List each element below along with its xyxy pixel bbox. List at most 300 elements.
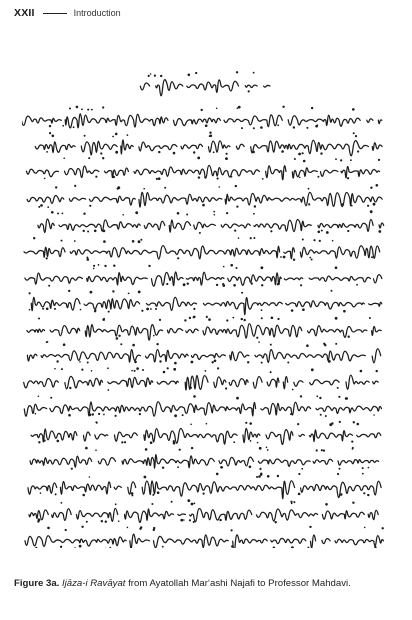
manuscript-line [27,341,380,364]
handwriting-stroke [22,114,382,128]
diacritic-dot [209,132,211,134]
diacritic-dot [226,319,228,321]
diacritic-dot [177,257,179,259]
diacritic-dot [86,521,88,523]
diacritic-dot [214,360,217,363]
diacritic-dot [241,318,243,320]
diacritic-dot [177,466,179,468]
diacritic-dot [275,521,277,523]
diacritic-dot [250,237,252,239]
diacritic-dot [156,178,158,180]
diacritic-dot [35,547,37,548]
diacritic-dot [184,319,186,321]
diacritic-dot [195,72,197,74]
diacritic-dot [35,413,37,415]
diacritic-dot [373,414,375,416]
diacritic-dot [261,284,263,286]
handwriting-stroke [29,140,383,156]
diacritic-dot [157,491,160,494]
diacritic-dot [93,268,95,270]
diacritic-dot [150,73,152,75]
diacritic-dot [319,397,321,399]
diacritic-dot [47,341,49,343]
diacritic-dot [347,230,349,232]
diacritic-dot [234,230,236,232]
diacritic-dot [81,369,83,371]
diacritic-dot [261,317,263,319]
diacritic-dot [271,317,274,320]
diacritic-dot [118,335,120,337]
diacritic-dot [363,492,365,494]
diacritic-dot [115,133,118,136]
diacritic-dot [102,157,104,159]
diacritic-dot [323,450,325,452]
diacritic-dot [323,343,325,345]
diacritic-dot [369,317,371,319]
diacritic-dot [93,265,95,267]
handwriting-stroke [29,508,378,522]
diacritic-dot [109,547,111,548]
diacritic-dot [210,135,213,138]
header-rule [43,13,67,14]
diacritic-dot [191,447,193,449]
diacritic-dot [199,232,201,234]
diacritic-dot [173,152,176,155]
diacritic-dot [136,367,139,370]
diacritic-dot [190,424,192,426]
diacritic-dot [311,368,314,371]
page-number: XXII [14,7,35,19]
diacritic-dot [368,467,370,469]
diacritic-dot [138,291,141,294]
diacritic-dot [343,310,346,313]
diacritic-dot [357,423,360,426]
diacritic-dot [156,343,158,345]
diacritic-dot [258,475,261,478]
diacritic-dot [60,546,62,548]
diacritic-dot [352,502,354,504]
diacritic-dot [115,151,118,154]
diacritic-dot [187,499,190,502]
diacritic-dot [371,256,373,258]
diacritic-dot [236,206,238,208]
caption-text: from Ayatollah Mar‘ashi Najafi to Professor Mahdavi. [125,578,351,589]
diacritic-dot [38,441,40,443]
diacritic-dot [373,203,376,206]
manuscript-line [27,184,382,208]
diacritic-dot [362,473,364,475]
diacritic-dot [174,362,177,365]
diacritic-dot [107,389,109,391]
diacritic-dot [241,127,243,129]
diacritic-dot [351,205,353,207]
diacritic-dot [150,308,152,310]
diacritic-dot [213,211,215,213]
diacritic-dot [162,546,164,548]
diacritic-dot [89,476,91,478]
manuscript-line [32,210,384,234]
diacritic-dot [280,256,282,258]
diacritic-dot [321,449,323,451]
diacritic-dot [132,344,135,347]
diacritic-dot [250,440,252,442]
diacritic-dot [171,501,173,503]
diacritic-dot [237,107,239,109]
manuscript-line [25,526,384,548]
diacritic-dot [107,367,109,369]
handwriting-stroke [25,272,382,286]
diacritic-dot [308,188,310,190]
diacritic-dot [258,341,260,343]
manuscript-line [29,499,378,523]
diacritic-dot [292,389,294,391]
diacritic-dot [158,151,160,153]
diacritic-dot [273,547,276,549]
diacritic-dot [118,520,120,522]
diacritic-dot [48,285,50,287]
diacritic-dot [145,448,148,451]
diacritic-dot [233,441,235,443]
diacritic-dot [62,125,64,127]
diacritic-dot [253,237,255,239]
diacritic-dot [270,344,272,346]
diacritic-dot [54,308,56,310]
diacritic-dot [267,449,269,451]
diacritic-dot [311,107,313,109]
diacritic-dot [352,108,355,111]
diacritic-dot [122,214,124,216]
diacritic-dot [88,157,90,159]
diacritic-dot [216,284,218,286]
manuscript-line [28,473,381,499]
diacritic-dot [267,475,270,478]
diacritic-dot [87,231,89,233]
diacritic-dot [163,371,166,374]
diacritic-dot [299,177,301,179]
diacritic-dot [61,240,63,242]
diacritic-dot [81,108,83,110]
diacritic-dot [270,371,272,373]
diacritic-dot [248,90,250,92]
diacritic-dot [141,310,143,312]
diacritic-dot [135,211,138,214]
diacritic-dot [159,360,161,362]
diacritic-dot [132,240,135,243]
diacritic-dot [321,230,323,232]
diacritic-dot [360,370,363,373]
diacritic-dot [281,150,284,153]
diacritic-dot [140,526,142,528]
diacritic-dot [306,344,309,347]
diacritic-dot [49,132,51,134]
diacritic-dot [306,127,308,129]
diacritic-dot [148,265,150,267]
diacritic-dot [131,494,133,496]
diacritic-dot [225,387,227,389]
diacritic-dot [148,75,150,77]
diacritic-dot [294,158,296,160]
diacritic-dot [62,213,64,215]
diacritic-dot [226,212,228,214]
diacritic-dot [173,368,176,371]
diacritic-dot [193,151,195,153]
caption-label: Figure 3a. [14,578,60,589]
diacritic-dot [139,413,141,415]
diacritic-dot [83,213,85,215]
diacritic-dot [115,503,117,505]
diacritic-dot [318,231,321,234]
diacritic-dot [193,395,196,398]
diacritic-dot [256,476,258,478]
manuscript-line [27,316,381,340]
diacritic-dot [235,185,237,187]
diacritic-dot [320,414,322,416]
diacritic-dot [253,127,255,129]
diacritic-dot [298,493,301,496]
diacritic-dot [155,308,157,310]
diacritic-dot [138,240,141,243]
diacritic-dot [370,187,372,189]
diacritic-dot [259,447,262,450]
section-title: Introduction [73,8,121,18]
diacritic-dot [166,283,168,285]
diacritic-dot [212,361,214,363]
diacritic-dot [231,529,233,531]
diacritic-dot [153,335,155,337]
diacritic-dot [95,309,97,311]
diacritic-dot [293,126,295,128]
diacritic-dot [61,368,63,370]
manuscript-line [25,264,382,287]
diacritic-dot [205,124,208,127]
diacritic-dot [223,284,226,287]
diacritic-dot [65,529,67,531]
diacritic-dot [103,240,106,243]
diacritic-dot [40,204,43,207]
diacritic-dot [217,177,219,179]
diacritic-dot [357,150,359,152]
diacritic-dot [335,158,337,160]
diacritic-dot [68,290,70,292]
diacritic-dot [261,362,263,364]
diacritic-dot [95,176,97,178]
diacritic-dot [40,492,42,494]
diacritic-dot [73,126,75,128]
diacritic-dot [71,468,73,470]
diacritic-dot [120,343,122,345]
diacritic-dot [340,159,342,161]
diacritic-dot [174,414,177,417]
diacritic-dot [262,178,264,180]
diacritic-dot [364,527,366,529]
diacritic-dot [353,132,355,134]
diacritic-dot [193,308,195,310]
diacritic-dot [57,213,59,215]
diacritic-dot [382,527,384,529]
running-header [14,6,121,20]
diacritic-dot [79,361,81,363]
diacritic-dot [316,124,318,126]
diacritic-dot [104,265,106,267]
diacritic-dot [206,316,208,318]
diacritic-dot [55,186,57,188]
diacritic-dot [348,336,350,338]
diacritic-dot [378,159,380,161]
diacritic-dot [108,311,110,313]
diacritic-dot [144,476,147,479]
diacritic-dot [254,205,256,207]
diacritic-dot [186,214,188,216]
handwriting-stroke [22,402,382,416]
diacritic-dot [131,492,134,495]
diacritic-dot [214,214,216,216]
basmala-line [140,71,270,96]
diacritic-dot [46,308,49,311]
diacritic-dot [38,206,40,208]
diacritic-dot [194,503,196,505]
diacritic-dot [167,367,169,369]
diacritic-dot [188,74,191,77]
diacritic-dot [216,473,219,476]
diacritic-dot [376,184,379,187]
diacritic-dot [68,414,71,417]
diacritic-dot [37,520,39,522]
diacritic-dot [261,309,263,311]
diacritic-dot [96,422,98,424]
diacritic-dot [29,292,31,294]
diacritic-dot [124,441,126,443]
diacritic-dot [87,109,89,111]
diacritic-dot [351,441,353,443]
diacritic-dot [29,309,31,311]
diacritic-dot [370,210,373,213]
diacritic-dot [113,265,115,267]
diacritic-dot [331,290,333,292]
diacritic-dot [116,337,119,340]
diacritic-dot [91,370,93,372]
diacritic-dot [338,396,340,398]
handwriting-stroke [140,80,270,96]
diacritic-dot [52,135,55,138]
diacritic-dot [231,545,233,547]
diacritic-dot [362,467,364,469]
diacritic-dot [183,519,185,521]
diacritic-dot [164,187,166,189]
diacritic-dot [203,493,205,495]
diacritic-dot [291,309,294,312]
diacritic-dot [347,177,349,179]
diacritic-dot [300,284,302,286]
diacritic-dot [113,176,115,178]
diacritic-dot [105,521,107,523]
diacritic-dot [146,308,149,311]
diacritic-dot [339,468,341,470]
handwriting-stroke [30,455,379,469]
diacritic-dot [191,503,194,506]
diacritic-dot [298,153,301,156]
diacritic-dot [257,442,259,444]
diacritic-dot [233,284,236,287]
diacritic-dot [309,257,311,259]
diacritic-dot [187,283,189,285]
diacritic-dot [253,151,255,153]
diacritic-dot [300,395,302,397]
manuscript-line [22,395,382,417]
diacritic-dot [251,283,253,285]
diacritic-dot [90,291,93,294]
diacritic-dot [277,475,279,477]
diacritic-dot [319,240,321,242]
diacritic-dot [127,134,129,136]
diacritic-dot [183,283,186,286]
diacritic-dot [308,203,310,205]
handwriting-stroke [24,246,380,259]
diacritic-dot [83,230,85,232]
diacritic-dot [253,72,255,74]
diacritic-dot [232,317,234,319]
diacritic-dot [353,421,355,423]
diacritic-dot [61,502,63,504]
diacritic-dot [47,206,49,208]
diacritic-dot [115,415,117,417]
diacritic-dot [81,526,83,528]
handwriting-stroke [28,481,381,499]
diacritic-dot [221,467,223,469]
diacritic-dot [247,361,249,363]
diacritic-dot [103,230,106,233]
diacritic-dot [80,309,82,311]
diacritic-dot [38,318,40,320]
diacritic-dot [217,367,219,369]
diacritic-dot [244,319,246,321]
diacritic-dot [325,503,328,506]
diacritic-dot [127,527,129,529]
diacritic-dot [44,440,46,442]
diacritic-dot [182,414,184,416]
manuscript-line [27,157,381,181]
diacritic-dot [326,231,329,234]
diacritic-dot [337,387,339,389]
diacritic-dot [193,316,195,318]
diacritic-dot [201,109,203,111]
diacritic-dot [290,501,292,503]
diacritic-dot [173,442,176,445]
diacritic-dot [317,176,319,178]
figure-caption [14,578,398,590]
diacritic-dot [307,547,309,548]
diacritic-dot [134,361,137,364]
diacritic-dot [335,266,338,269]
diacritic-dot [103,414,105,416]
diacritic-dot [117,188,119,190]
diacritic-dot [91,109,93,111]
manuscript-line [30,447,379,471]
diacritic-dot [142,369,144,371]
diacritic-dot [38,396,40,398]
diacritic-dot [162,467,164,469]
diacritic-dot [54,368,56,370]
diacritic-dot [216,108,218,110]
diacritic-dot [191,361,194,364]
diacritic-dot [44,178,46,180]
diacritic-dot [302,152,304,154]
diacritic-dot [42,308,44,310]
diacritic-dot [79,545,82,548]
diacritic-dot [287,362,289,364]
diacritic-dot [150,441,153,444]
diacritic-dot [153,527,155,529]
diacritic-dot [219,519,221,521]
